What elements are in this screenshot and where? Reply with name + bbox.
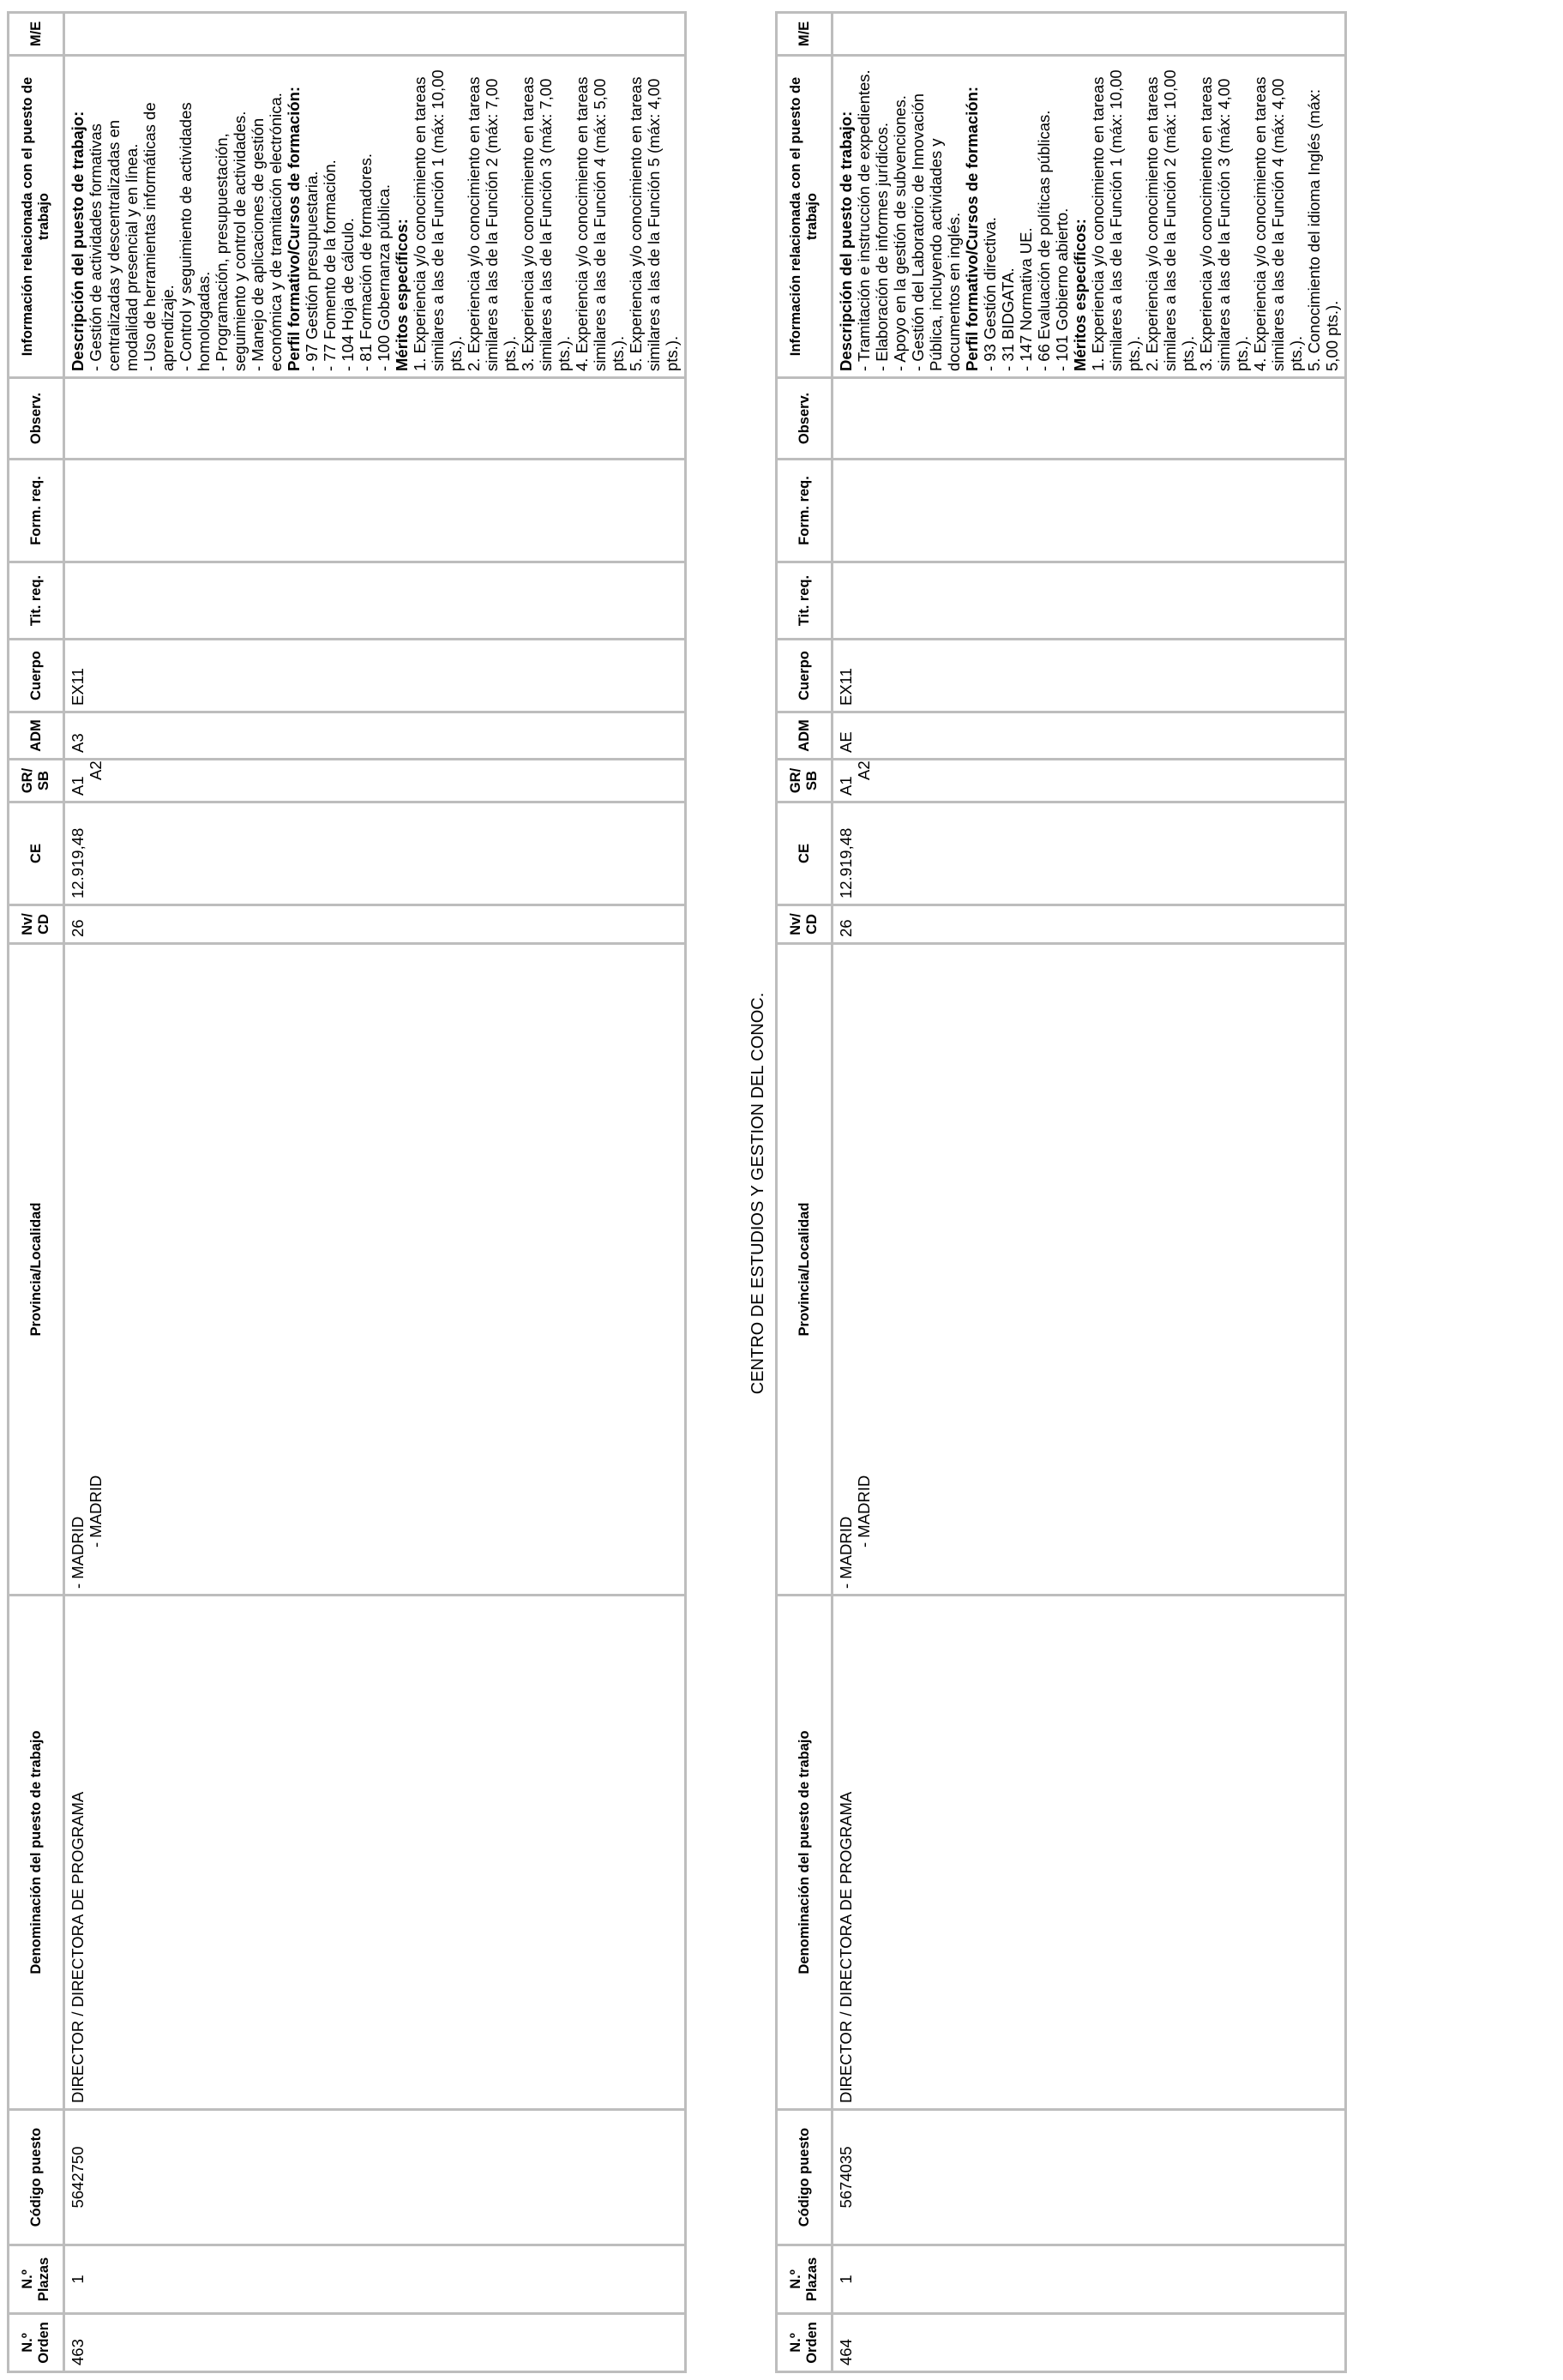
gr-sb-value: A1 — [69, 776, 87, 796]
header-observ: Observ. — [777, 378, 833, 460]
header-adm: ADM — [9, 712, 64, 760]
cell-orden: 463 — [64, 2314, 686, 2372]
info-line: - 31 BIDGATA. — [999, 267, 1017, 371]
header-cuerpo: Cuerpo — [777, 640, 833, 712]
header-codigo: Código puesto — [777, 2110, 833, 2245]
info-line: - Control y seguimiento de actividades homologadas. — [177, 102, 213, 371]
job-table-464 — [775, 11, 1347, 2373]
header-row — [9, 13, 64, 2372]
cell-form-req — [833, 460, 1346, 562]
gr-sb-value: A2 — [87, 760, 105, 780]
info-heading: Méritos específicos: — [393, 219, 411, 371]
provincia-line: - MADRID — [69, 1516, 87, 1589]
cell-nv-cd — [64, 905, 686, 944]
info-line: 1. Experiencia y/o conocimiento en tareas similares a las de la Función 1 (máx: 10,00 pts.). — [411, 69, 465, 371]
info-heading: Perfil formativo/Cursos de formación: — [963, 86, 981, 371]
header-gr-sb: GR/ SB — [777, 760, 833, 802]
info-line: - Gestión del Laboratorio de Innovación Pública, incluyendo actividades y documentos en inglés. — [909, 93, 963, 371]
cell-plazas: 1 — [64, 2245, 686, 2314]
header-gr-sb: GR/ SB — [9, 760, 64, 802]
header-ce: CE — [9, 802, 64, 905]
cell-observ — [833, 378, 1346, 460]
cell-cuerpo — [64, 640, 686, 712]
cell-denominacion: DIRECTOR / DIRECTORA DE PROGRAMA — [64, 1596, 686, 2110]
cell-info — [64, 56, 686, 378]
header-plazas: N.º Plazas — [777, 2245, 833, 2314]
header-cuerpo: Cuerpo — [9, 640, 64, 712]
info-line: - 81 Formación de formadores. — [357, 153, 375, 371]
provincia-line: - MADRID — [87, 1475, 105, 1548]
provincia-line: - MADRID — [855, 1475, 873, 1548]
ce-value: 12.919,48 — [837, 827, 855, 899]
info-line: 3. Experiencia y/o conocimiento en tareas similares a las de la Función 3 (máx: 4,00 pts.). — [1197, 76, 1251, 371]
info-line: - 66 Evaluación de políticas públicas. — [1035, 110, 1053, 371]
header-denominacion: Denominación del puesto de trabajo — [9, 1596, 64, 2110]
header-orden: N.º Orden — [777, 2314, 833, 2372]
cell-adm — [64, 712, 686, 760]
info-line: - 97 Gestión presupuestaria. — [303, 171, 321, 371]
info-line: - 77 Fomento de la formación. — [321, 159, 339, 371]
nv-cd-value: 26 — [69, 919, 87, 937]
cell-gr-sb — [64, 760, 686, 802]
job-table-463 — [7, 11, 687, 2373]
table-row — [833, 13, 1346, 2372]
header-nv-cd: Nv/ CD — [9, 905, 64, 944]
info-line: - Gestión de actividades formativas centralizadas y descentralizadas en modalidad presencial y en línea. — [87, 119, 141, 371]
info-line: 5. Experiencia y/o conocimiento en tareas similares a las de la Función 5 (máx: 4,00 pts.). — [627, 76, 681, 371]
gr-sb-value: A2 — [855, 760, 873, 780]
header-tit-req: Tit. req. — [9, 562, 64, 640]
provincia-line: - MADRID — [837, 1516, 855, 1589]
cell-gr-sb — [833, 760, 1346, 802]
header-info: Información relacionada con el puesto de trabajo — [777, 56, 833, 378]
section-title: CENTRO DE ESTUDIOS Y GESTION DEL CONOC. — [748, 992, 767, 1395]
header-row — [777, 13, 833, 2372]
cell-tit-req — [64, 562, 686, 640]
header-provincia: Provincia/Localidad — [777, 944, 833, 1596]
cell-adm — [833, 712, 1346, 760]
header-info: Información relacionada con el puesto de trabajo — [9, 56, 64, 378]
cell-orden: 464 — [833, 2314, 1346, 2372]
cell-info — [833, 56, 1346, 378]
info-line: 5. Conocimiento del idioma Inglés (máx: 5,00 pts.). — [1305, 88, 1341, 371]
info-line: - Tramitación e instrucción de expedientes. — [855, 69, 873, 371]
header-orden: N.º Orden — [9, 2314, 64, 2372]
cell-nv-cd — [833, 905, 1346, 944]
info-line: - 100 Gobernanza pública. — [375, 183, 393, 371]
info-line: - 104 Hoja de cálculo. — [339, 218, 357, 371]
info-line: - Programación, presupuestación, seguimiento y control de actividades. — [213, 111, 249, 371]
cell-me — [833, 13, 1346, 56]
info-line: - Uso de herramientas informáticas de aprendizaje. — [141, 102, 177, 371]
cell-codigo: 5674035 — [833, 2110, 1346, 2245]
info-line: 2. Experiencia y/o conocimiento en tareas similares a las de la Función 2 (máx: 7,00 pts.). — [465, 76, 519, 371]
nv-cd-value: 26 — [837, 919, 855, 937]
cell-denominacion: DIRECTOR / DIRECTORA DE PROGRAMA — [833, 1596, 1346, 2110]
header-ce: CE — [777, 802, 833, 905]
info-heading: Méritos específicos: — [1071, 219, 1089, 371]
cell-codigo: 5642750 — [64, 2110, 686, 2245]
header-form-req: Form. req. — [9, 460, 64, 562]
info-line: 3. Experiencia y/o conocimiento en tareas similares a las de la Función 3 (máx: 7,00 pts.). — [519, 76, 573, 371]
cell-ce — [64, 802, 686, 905]
cell-provincia — [833, 944, 1346, 1596]
header-me: M/E — [9, 13, 64, 56]
cell-tit-req — [833, 562, 1346, 640]
header-me: M/E — [777, 13, 833, 56]
header-tit-req: Tit. req. — [777, 562, 833, 640]
info-heading: Descripción del puesto de trabajo: — [69, 111, 87, 371]
adm-value: AE — [837, 731, 855, 753]
header-plazas: N.º Plazas — [9, 2245, 64, 2314]
cell-observ — [64, 378, 686, 460]
info-line: 2. Experiencia y/o conocimiento en tareas similares a las de la Función 2 (máx: 10,00 pts.). — [1143, 69, 1197, 371]
cell-me — [64, 13, 686, 56]
info-line: - 93 Gestión directiva. — [981, 217, 999, 371]
cuerpo-value: EX11 — [69, 668, 87, 706]
header-observ: Observ. — [9, 378, 64, 460]
info-heading: Descripción del puesto de trabajo: — [837, 111, 855, 371]
cell-cuerpo — [833, 640, 1346, 712]
table-row — [64, 13, 686, 2372]
ce-value: 12.919,48 — [69, 827, 87, 899]
cell-plazas: 1 — [833, 2245, 1346, 2314]
header-form-req: Form. req. — [777, 460, 833, 562]
info-line: - Apoyo en la gestión de subvenciones. — [891, 95, 909, 371]
header-adm: ADM — [777, 712, 833, 760]
header-nv-cd: Nv/ CD — [777, 905, 833, 944]
cuerpo-value: EX11 — [837, 668, 855, 706]
info-line: 4. Experiencia y/o conocimiento en tareas similares a las de la Función 4 (máx: 5,00 pts.). — [573, 76, 627, 371]
gr-sb-value: A1 — [837, 776, 855, 796]
header-provincia: Provincia/Localidad — [9, 944, 64, 1596]
header-denominacion: Denominación del puesto de trabajo — [777, 1596, 833, 2110]
cell-ce — [833, 802, 1346, 905]
header-codigo: Código puesto — [9, 2110, 64, 2245]
info-line: - Manejo de aplicaciones de gestión económica y de tramitación electrónica. — [249, 93, 285, 371]
adm-value: A3 — [69, 733, 87, 753]
info-line: - 101 Gobierno abierto. — [1053, 207, 1071, 371]
info-heading: Perfil formativo/Cursos de formación: — [285, 86, 303, 371]
info-line: 1. Experiencia y/o conocimiento en tareas similares a las de la Función 1 (máx: 10,00 pts.). — [1089, 69, 1143, 371]
info-line: - Elaboración de informes jurídicos. — [873, 123, 891, 371]
info-line: - 147 Normativa UE. — [1017, 227, 1035, 371]
cell-form-req — [64, 460, 686, 562]
cell-provincia — [64, 944, 686, 1596]
info-line: 4. Experiencia y/o conocimiento en tareas similares a las de la Función 4 (máx: 4,00 pts.). — [1251, 76, 1305, 371]
